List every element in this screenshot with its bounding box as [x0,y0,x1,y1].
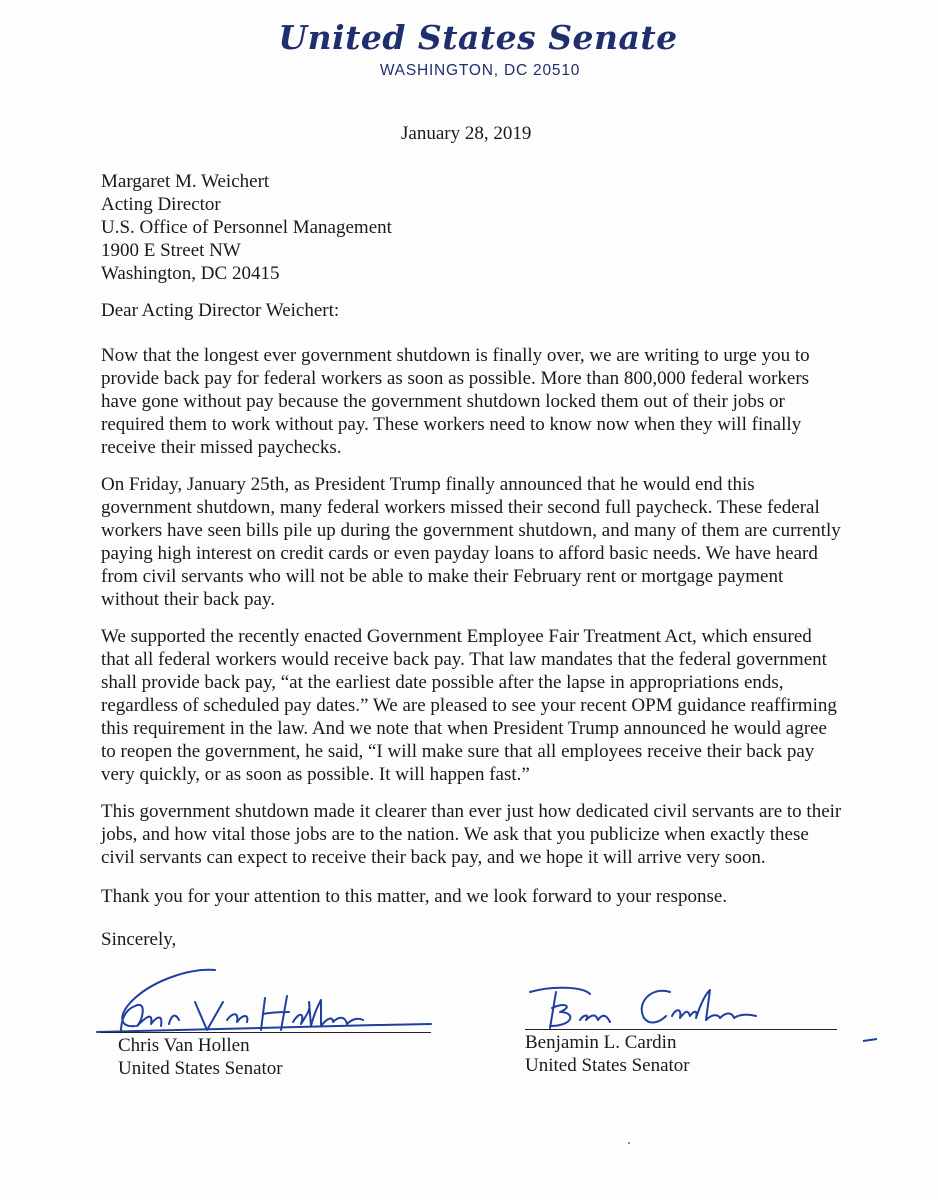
paragraph-line: shall provide back pay, “at the earliest date possible after the lapse in appropriations ends, [101,672,784,693]
letter-date: January 28, 2019 [401,123,532,144]
signatory-name: Benjamin L. Cardin [525,1032,677,1053]
signature-line-right [525,1029,837,1030]
paragraph-line: Now that the longest ever government shutdown is finally over, we are writing to urge you to [101,345,810,366]
paper-speck [628,1142,630,1144]
signatory-name: Chris Van Hollen [118,1035,250,1056]
body-paragraph-4 [101,800,861,869]
signatory-van-hollen [118,1034,283,1080]
letterhead-title: United States Senate [278,18,678,57]
paragraph-line: We supported the recently enacted Government Employee Fair Treatment Act, which ensured [101,626,812,647]
paragraph-line: required them to work without pay. These workers need to know now when they will finally [101,414,802,435]
recipient-name: Margaret M. Weichert [101,171,270,192]
paragraph-line: On Friday, January 25th, as President Trump finally announced that he would end this [101,474,755,495]
signature-line-left [101,1032,431,1033]
body-paragraph-1 [101,344,861,459]
paragraph-line: receive their missed paychecks. [101,437,342,458]
recipient-street: 1900 E Street NW [101,240,241,261]
body-paragraph-2 [101,473,861,611]
closing: Sincerely, [101,929,177,950]
body-paragraph-3 [101,625,861,786]
recipient-office: U.S. Office of Personnel Management [101,217,392,238]
paragraph-line: This government shutdown made it clearer than ever just how dedicated civil servants are to their [101,801,842,822]
paragraph-line: to reopen the government, he said, “I will make sure that all employees receive their back pay [101,741,815,762]
paragraph-line: Thank you for your attention to this matter, and we look forward to your response. [101,886,728,907]
paragraph-line: that all federal workers would receive back pay. That law mandates that the federal government [101,649,827,670]
paragraph-line: workers have seen bills pile up during the government shutdown, and many of them are currently [101,520,841,541]
recipient-city: Washington, DC 20415 [101,263,280,284]
paragraph-line: from civil servants who will not be able to make their February rent or mortgage payment [101,566,784,587]
ink-mark [863,1038,877,1042]
paragraph-line: jobs, and how vital those jobs are to the nation. We ask that you publicize when exactly these [101,824,809,845]
paragraph-line: regardless of scheduled pay dates.” We are pleased to see your recent OPM guidance reaffirming [101,695,837,716]
paragraph-line: very quickly, or as soon as possible. It will happen fast.” [101,764,530,785]
paragraph-line: without their back pay. [101,589,275,610]
recipient-address-block [101,170,392,285]
body-paragraph-5 [101,885,861,908]
signatory-title: United States Senator [525,1055,690,1076]
signatory-title: United States Senator [118,1058,283,1079]
paragraph-line: government shutdown, many federal workers missed their second full paycheck. These federal [101,497,820,518]
signatory-cardin [525,1031,690,1077]
paragraph-line: have gone without pay because the government shutdown locked them out of their jobs or [101,391,785,412]
letterhead-address: WASHINGTON, DC 20510 [379,62,581,79]
paragraph-line: paying high interest on credit cards or even payday loans to afford basic needs. We have heard [101,543,818,564]
salutation: Dear Acting Director Weichert: [101,300,340,321]
paragraph-line: provide back pay for federal workers as soon as possible. More than 800,000 federal workers [101,368,810,389]
paragraph-line: civil servants can expect to receive their back pay, and we hope it will arrive very soon. [101,847,766,868]
recipient-title: Acting Director [101,194,221,215]
paragraph-line: this requirement in the law. And we note that when President Trump announced he would agree [101,718,827,739]
